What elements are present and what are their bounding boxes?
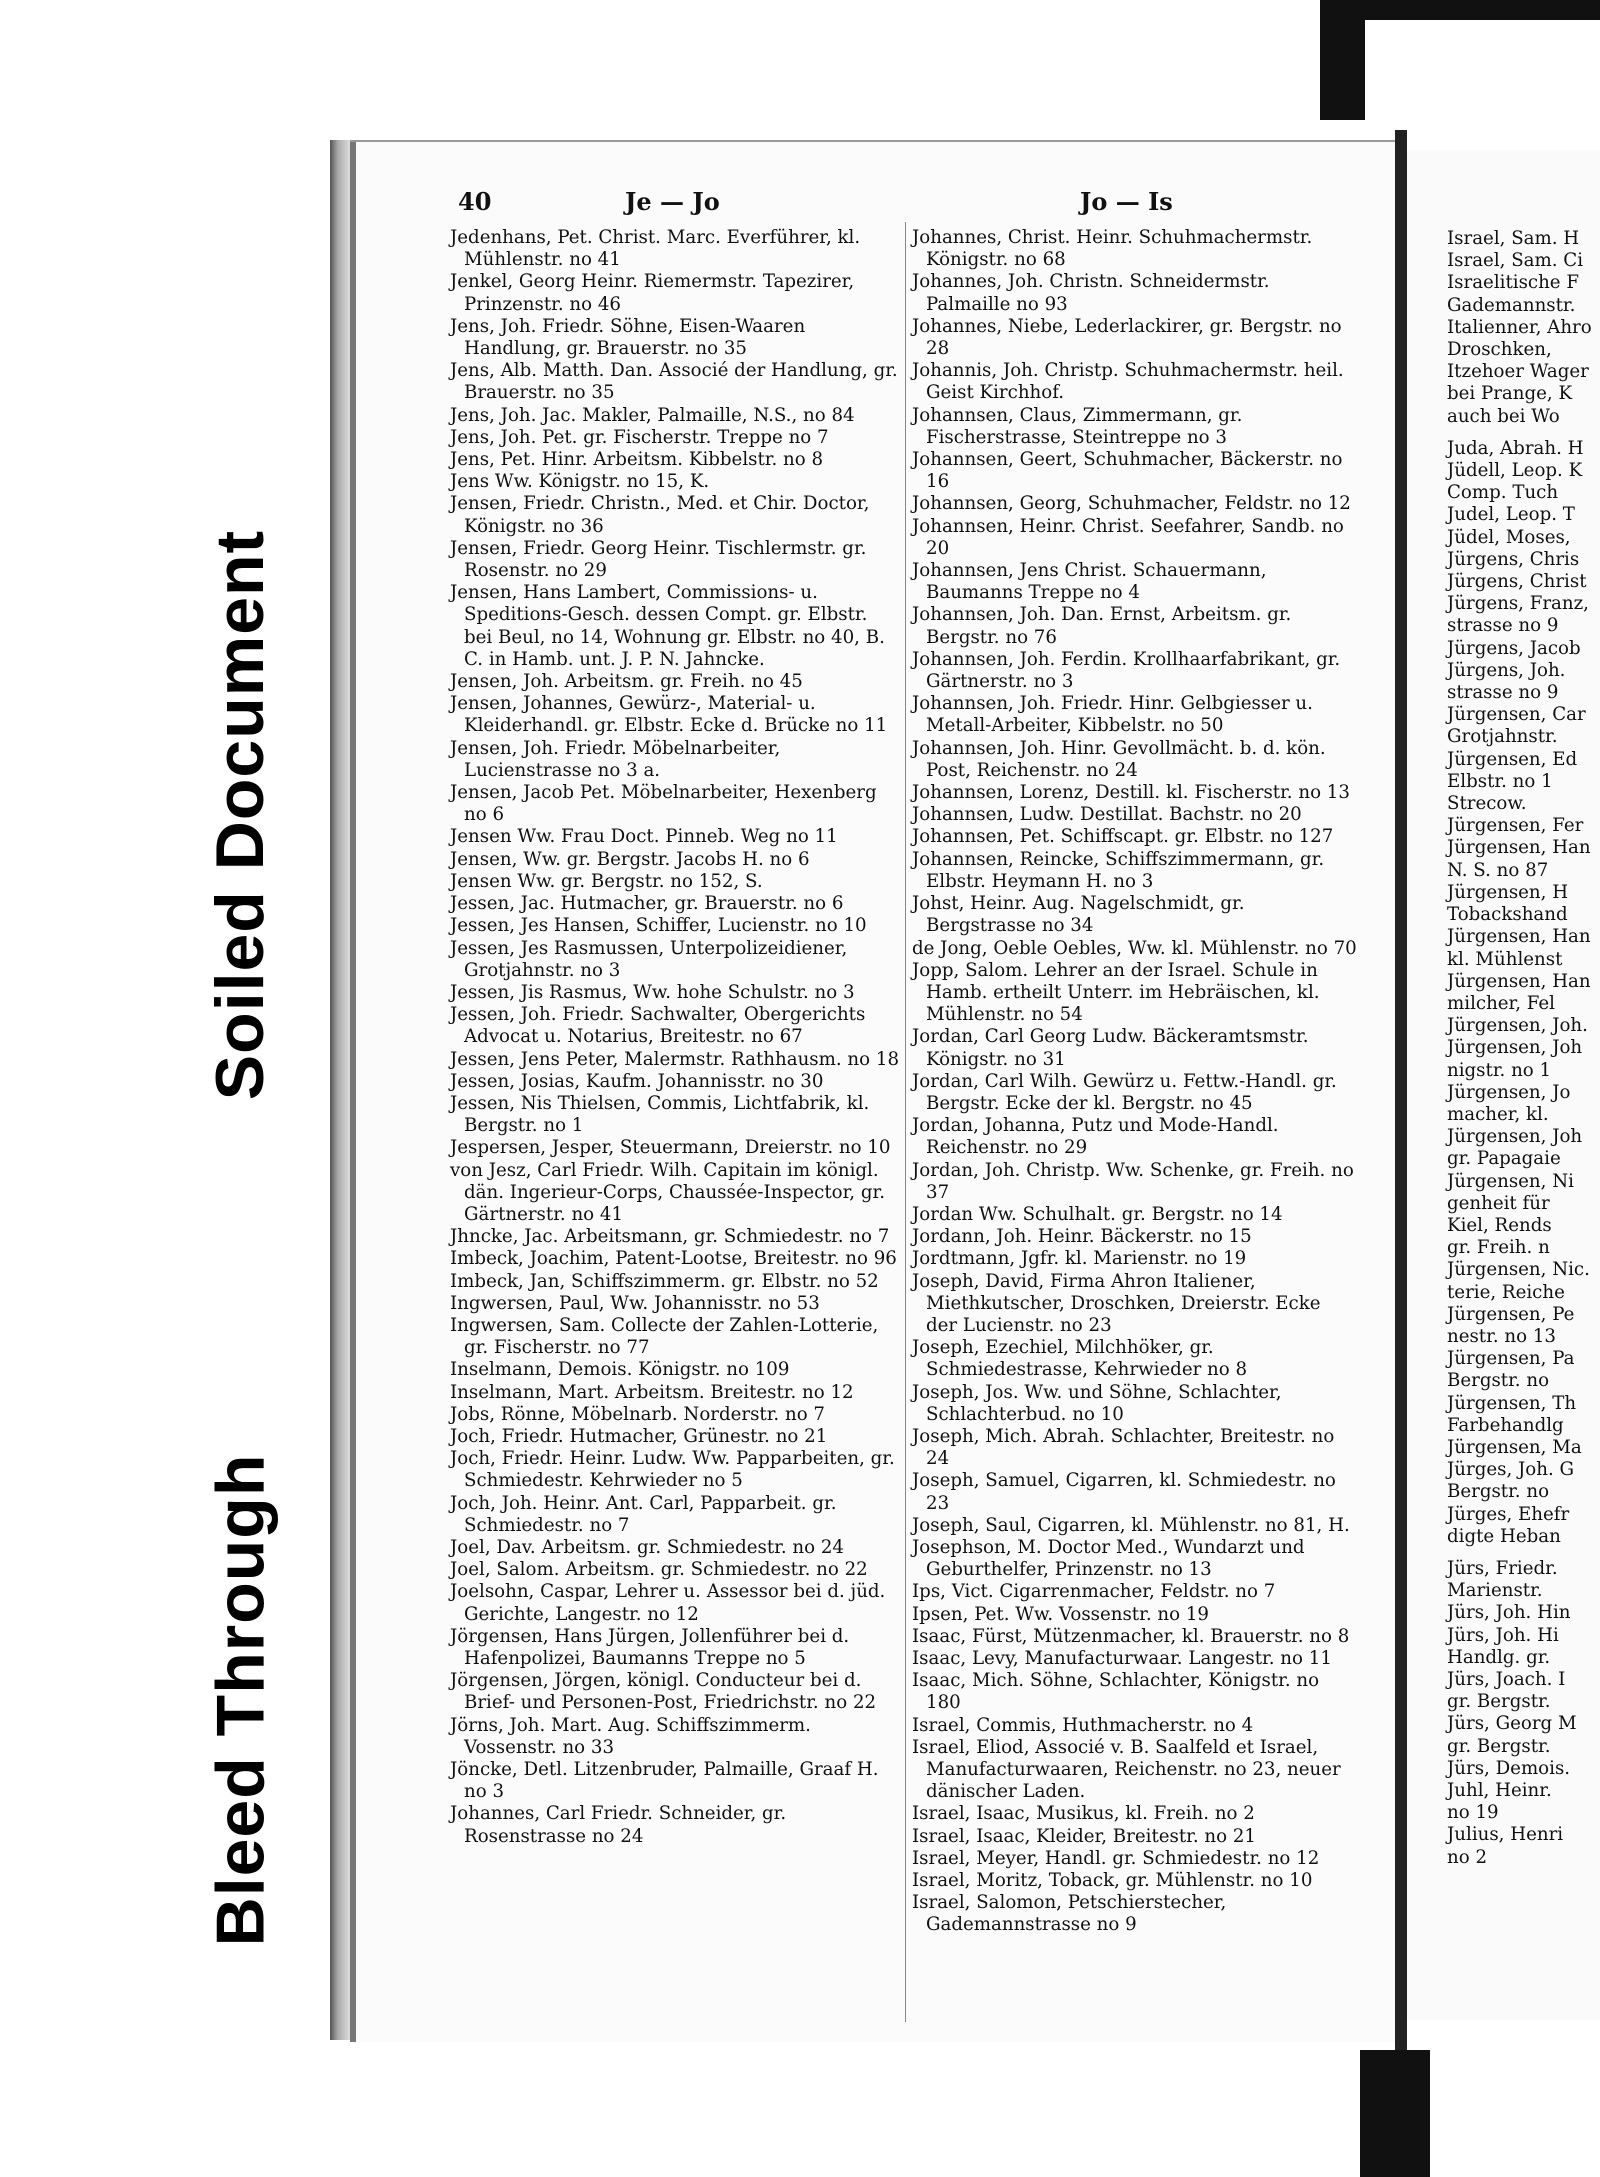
- directory-entry: Kiel, Rends: [1447, 1214, 1552, 1236]
- directory-entry: Jensen, Joh. Friedr. Möbelnarbeiter, Lucienstrasse no 3 a.: [450, 737, 781, 781]
- directory-entry: Jensen, Johannes, Gewürz-, Material- u. Kleiderhandl. gr. Elbstr. Ecke d. Brücke no 11: [450, 693, 888, 737]
- directory-entry: Bergstr. no: [1447, 1370, 1550, 1392]
- directory-entry: gr. Papagaie: [1447, 1148, 1561, 1170]
- right-running-head: Jo — Is: [1080, 187, 1173, 216]
- directory-entry: Jensen, Friedr. Christn., Med. et Chir. Doctor, Königstr. no 36: [450, 493, 870, 537]
- directory-entry: Joel, Dav. Arbeitsm. gr. Schmiedestr. no 24: [450, 1536, 844, 1558]
- page-number: 40: [458, 187, 492, 216]
- directory-entry: terie, Reiche: [1447, 1281, 1565, 1303]
- directory-entry: Johannsen, Jens Christ. Schauermann, Baumanns Treppe no 4: [912, 560, 1267, 604]
- directory-entry: Jürgens, Franz,: [1447, 593, 1589, 615]
- directory-entry: Jüdel, Moses,: [1447, 526, 1571, 548]
- left-column: [450, 227, 900, 1848]
- directory-entry: Ingwersen, Paul, Ww. Johannisstr. no 53: [450, 1292, 820, 1314]
- directory-entry: Jürgensen, Pe: [1447, 1303, 1575, 1325]
- directory-entry: Jenkel, Georg Heinr. Riemermstr. Tapezirer, Prinzenstr. no 46: [450, 271, 855, 315]
- directory-entry: Johannsen, Ludw. Destillat. Bachstr. no 20: [912, 804, 1302, 826]
- directory-entry: Johannes, Christ. Heinr. Schuhmachermstr. Königstr. no 68: [912, 227, 1313, 271]
- directory-entry: Jürgensen, Car: [1447, 704, 1586, 726]
- directory-entry: Jörgensen, Jörgen, königl. Conducteur bei d. Brief- und Personen-Post, Friedrichstr. no 22: [450, 1670, 877, 1714]
- directory-entry: Imbeck, Joachim, Patent-Lootse, Breitestr. no 96: [450, 1248, 897, 1270]
- directory-entry: Jürs, Joh. Hin: [1447, 1602, 1571, 1624]
- directory-entry: Bergstr. no: [1447, 1481, 1550, 1503]
- directory-entry: Israel, Sam. H: [1447, 228, 1580, 249]
- directory-entry: Israel, Isaac, Kleider, Breitestr. no 21: [912, 1825, 1256, 1847]
- directory-entry: N. S. no 87: [1447, 859, 1549, 881]
- directory-entry: Jörns, Joh. Mart. Aug. Schiffszimmerm. Vossenstr. no 33: [450, 1714, 811, 1758]
- directory-entry: Jürgensen, Fer: [1447, 815, 1584, 837]
- directory-entry: Jensen, Ww. gr. Bergstr. Jacobs H. no 6: [450, 848, 810, 870]
- directory-entry: strasse no 9: [1447, 682, 1559, 704]
- directory-entry: Johannsen, Joh. Friedr. Hinr. Gelbgiesser u. Metall-Arbeiter, Kibbelstr. no 50: [912, 693, 1313, 737]
- directory-entry: Johannsen, Joh. Hinr. Gevollmächt. b. d. kön. Post, Reichenstr. no 24: [912, 737, 1326, 781]
- directory-entry: Jürgensen, Th: [1447, 1392, 1577, 1414]
- directory-entry: nestr. no 13: [1447, 1325, 1556, 1347]
- directory-entry: Joch, Friedr. Hutmacher, Grünestr. no 21: [450, 1425, 828, 1447]
- book-gutter: [1395, 130, 1407, 2050]
- directory-entry: no 2: [1447, 1846, 1488, 1868]
- directory-entry: [1447, 428, 1600, 438]
- facing-page-column: [1447, 228, 1600, 1869]
- directory-entry: Jürgensen, Nic.: [1447, 1259, 1590, 1281]
- directory-entry: Jürgensen, Ed: [1447, 748, 1578, 770]
- directory-entry: Jordann, Joh. Heinr. Bäckerstr. no 15: [912, 1226, 1252, 1248]
- directory-entry: Ingwersen, Sam. Collecte der Zahlen-Lotterie, gr. Fischerstr. no 77: [450, 1314, 879, 1359]
- directory-entry: Jürgensen, Joh.: [1447, 1015, 1588, 1037]
- directory-entry: Joelsohn, Caspar, Lehrer u. Assessor bei d. jüd. Gerichte, Langestr. no 12: [450, 1581, 886, 1625]
- directory-entry: de Jong, Oeble Oebles, Ww. kl. Mühlenstr. no 70: [912, 937, 1357, 959]
- spine-edge: [1320, 0, 1365, 120]
- directory-entry: Joch, Joh. Heinr. Ant. Carl, Papparbeit. gr. Schmiedestr. no 7: [450, 1492, 837, 1536]
- directory-entry: Jürgensen, Jo: [1447, 1081, 1571, 1103]
- directory-entry: Jessen, Nis Thielsen, Commis, Lichtfabrik, kl. Bergstr. no 1: [450, 1092, 870, 1137]
- directory-entry: Jordan, Carl Wilh. Gewürz u. Fettw.-Handl. gr. Bergstr. Ecke der kl. Bergstr. no 45: [912, 1070, 1337, 1114]
- spine-edge-bottom: [1360, 2050, 1430, 2177]
- directory-entry: Strecow.: [1447, 793, 1527, 815]
- directory-entry: Ipsen, Pet. Ww. Vossenstr. no 19: [912, 1603, 1209, 1625]
- directory-entry: Jordan Ww. Schulhalt. gr. Bergstr. no 14: [912, 1203, 1283, 1225]
- directory-entry: Israel, Commis, Huthmacherstr. no 4: [912, 1714, 1254, 1736]
- directory-entry: Gademannstr.: [1447, 294, 1576, 316]
- directory-entry: Jürgensen, Ma: [1447, 1436, 1582, 1458]
- directory-entry: Jens, Joh. Pet. gr. Fischerstr. Treppe no 7: [450, 426, 829, 448]
- directory-entry: Jens, Joh. Friedr. Söhne, Eisen-Waaren Handlung, gr. Brauerstr. no 35: [450, 315, 806, 360]
- directory-entry: Jensen, Jacob Pet. Möbelnarbeiter, Hexenberg no 6: [450, 782, 877, 826]
- directory-entry: Jensen, Joh. Arbeitsm. gr. Freih. no 45: [450, 671, 803, 693]
- directory-entry: Imbeck, Jan, Schiffszimmerm. gr. Elbstr. no 52: [450, 1270, 879, 1292]
- bleed-through-label: Bleed Through: [202, 1453, 279, 1947]
- directory-entry: Jopp, Salom. Lehrer an der Israel. Schule in Hamb. ertheilt Unterr. im Hebräischen, kl. Mühlenstr. no 54: [912, 959, 1320, 1026]
- directory-entry: Jespersen, Jesper, Steuermann, Dreierstr. no 10: [450, 1137, 891, 1159]
- directory-entry: Jörgensen, Hans Jürgen, Jollenführer bei d. Hafenpolizei, Baumanns Treppe no 5: [450, 1625, 850, 1669]
- directory-entry: Jürgens, Christ: [1447, 571, 1587, 593]
- directory-entry: Marienstr.: [1447, 1580, 1543, 1602]
- directory-entry: Israel, Meyer, Handl. gr. Schmiedestr. no 12: [912, 1847, 1320, 1869]
- directory-entry: Joseph, David, Firma Ahron Italiener, Miethkutscher, Droschken, Dreierstr. Ecke der Lucienstr. no 23: [912, 1270, 1321, 1336]
- directory-entry: Joch, Friedr. Heinr. Ludw. Ww. Papparbeiten, gr. Schmiedestr. Kehrwieder no 5: [450, 1448, 895, 1492]
- directory-entry: Jürgens, Joh.: [1447, 659, 1566, 681]
- directory-entry: Joseph, Ezechiel, Milchhöker, gr. Schmiedestrasse, Kehrwieder no 8: [912, 1337, 1248, 1381]
- directory-entry: digte Heban: [1447, 1525, 1561, 1547]
- directory-page: [350, 140, 1398, 2042]
- directory-entry: Jürgensen, Pa: [1447, 1348, 1575, 1370]
- directory-entry: Julius, Henri: [1447, 1824, 1564, 1846]
- directory-entry: Itzehoer Wager: [1447, 361, 1589, 383]
- directory-entry: [1447, 1548, 1600, 1558]
- directory-entry: Johannis, Joh. Christp. Schuhmachermstr. heil. Geist Kirchhof.: [912, 360, 1344, 404]
- directory-entry: Jordan, Joh. Christp. Ww. Schenke, gr. Freih. no 37: [912, 1159, 1354, 1203]
- directory-entry: Jürgens, Chris: [1447, 548, 1580, 570]
- directory-entry: Grotjahnstr.: [1447, 726, 1558, 748]
- directory-entry: Jensen, Hans Lambert, Commissions- u. Speditions-Gesch. dessen Compt. gr. Elbstr. bei Beul, no 14, Wohnung gr. Elbstr. no 40, B. C. in Hamb. unt. J. P. N. Jahncke.: [450, 582, 885, 670]
- directory-entry: Jedenhans, Pet. Christ. Marc. Everführer, kl. Mühlenstr. no 41: [450, 227, 861, 271]
- directory-entry: Jürgensen, Joh: [1447, 1037, 1583, 1059]
- page-edge: [350, 142, 356, 2042]
- directory-entry: Jürs, Demois.: [1447, 1757, 1571, 1779]
- directory-entry: von Jesz, Carl Friedr. Wilh. Capitain im königl. dän. Ingerieur-Corps, Chaussée-Inspector, gr. Gärtnerstr. no 41: [450, 1159, 885, 1225]
- directory-entry: Johst, Heinr. Aug. Nagelschmidt, gr. Bergstrasse no 34: [912, 893, 1245, 937]
- directory-entry: milcher, Fel: [1447, 992, 1556, 1014]
- left-running-head: Je — Jo: [625, 187, 720, 216]
- directory-entry: Johannsen, Claus, Zimmermann, gr. Fischerstrasse, Steintreppe no 3: [912, 404, 1243, 448]
- directory-entry: Joseph, Samuel, Cigarren, kl. Schmiedestr. no 23: [912, 1470, 1336, 1514]
- directory-entry: Johannsen, Georg, Schuhmacher, Feldstr. no 12: [912, 493, 1351, 515]
- directory-entry: Jessen, Joh. Friedr. Sachwalter, Obergerichts Advocat u. Notarius, Breitestr. no 67: [450, 1004, 866, 1048]
- directory-entry: Johannsen, Lorenz, Destill. kl. Fischerstr. no 13: [912, 782, 1350, 804]
- directory-entry: Jürgensen, Han: [1447, 926, 1591, 948]
- directory-entry: Farbehandlg: [1447, 1414, 1564, 1436]
- directory-entry: Israel, Salomon, Petschierstecher, Gademannstrasse no 9: [912, 1892, 1227, 1936]
- directory-entry: Jensen Ww. gr. Bergstr. no 152, S.: [450, 870, 763, 892]
- directory-entry: gr. Bergstr.: [1447, 1691, 1551, 1713]
- facing-page: [1407, 150, 1600, 2020]
- directory-entry: Jhncke, Jac. Arbeitsmann, gr. Schmiedestr. no 7: [450, 1226, 890, 1248]
- directory-entry: Johannsen, Geert, Schuhmacher, Bäckerstr. no 16: [912, 449, 1343, 493]
- directory-entry: Johannsen, Pet. Schiffscapt. gr. Elbstr. no 127: [912, 826, 1334, 848]
- directory-entry: Joseph, Mich. Abrah. Schlachter, Breitestr. no 24: [912, 1425, 1335, 1470]
- directory-entry: Johannsen, Joh. Dan. Ernst, Arbeitsm. gr. Bergstr. no 76: [912, 604, 1292, 648]
- directory-entry: Johannes, Joh. Christn. Schneidermstr. Palmaille no 93: [912, 271, 1270, 315]
- directory-entry: nigstr. no 1: [1447, 1059, 1552, 1081]
- directory-entry: Jessen, Jis Rasmus, Ww. hohe Schulstr. no 3: [450, 981, 855, 1003]
- directory-entry: Jensen, Friedr. Georg Heinr. Tischlermstr. gr. Rosenstr. no 29: [450, 537, 867, 582]
- directory-entry: Droschken,: [1447, 339, 1552, 361]
- directory-entry: strasse no 9: [1447, 615, 1559, 637]
- directory-entry: Jöncke, Detl. Litzenbruder, Palmaille, Graaf H. no 3: [450, 1759, 879, 1803]
- directory-entry: Jürgensen, H: [1447, 881, 1569, 903]
- directory-entry: Jürges, Joh. G: [1447, 1459, 1575, 1481]
- directory-entry: Jordan, Johanna, Putz und Mode-Handl. Reichenstr. no 29: [912, 1115, 1279, 1159]
- spine-edge-top: [1365, 0, 1600, 20]
- directory-entry: Elbstr. no 1: [1447, 770, 1553, 792]
- directory-entry: Jürs, Georg M: [1447, 1713, 1577, 1735]
- directory-entry: Jürs, Friedr.: [1447, 1557, 1558, 1579]
- column-divider: [905, 222, 906, 2022]
- page-stack-edge: [330, 140, 350, 2040]
- directory-entry: Ips, Vict. Cigarrenmacher, Feldstr. no 7: [912, 1581, 1276, 1603]
- directory-entry: Jürgensen, Ni: [1447, 1170, 1574, 1192]
- directory-entry: Jessen, Jens Peter, Malermstr. Rathhausm. no 18: [450, 1048, 900, 1070]
- directory-entry: Jens Ww. Königstr. no 15, K.: [450, 471, 710, 493]
- directory-entry: Jessen, Jes Hansen, Schiffer, Lucienstr. no 10: [450, 915, 867, 937]
- directory-entry: Jessen, Josias, Kaufm. Johannisstr. no 30: [450, 1070, 824, 1092]
- right-column: [912, 227, 1357, 1937]
- directory-entry: Juhl, Heinr.: [1447, 1780, 1552, 1802]
- directory-entry: kl. Mühlenst: [1447, 948, 1563, 970]
- directory-entry: Israel, Moritz, Toback, gr. Mühlenstr. no 10: [912, 1870, 1313, 1892]
- directory-entry: Jürgens, Jacob: [1447, 637, 1581, 659]
- directory-entry: Jürs, Joach. I: [1447, 1669, 1566, 1690]
- directory-entry: Johannsen, Joh. Ferdin. Krollhaarfabrikant, gr. Gärtnerstr. no 3: [912, 648, 1341, 693]
- directory-entry: Johannes, Carl Friedr. Schneider, gr. Rosenstrasse no 24: [450, 1803, 787, 1847]
- directory-entry: Jessen, Jes Rasmussen, Unterpolizeidiener, Grotjahnstr. no 3: [450, 937, 848, 981]
- directory-entry: Joel, Salom. Arbeitsm. gr. Schmiedestr. no 22: [450, 1559, 868, 1581]
- directory-entry: Israel, Isaac, Musikus, kl. Freih. no 2: [912, 1803, 1255, 1825]
- directory-entry: Jens, Alb. Matth. Dan. Associé der Handlung, gr. Brauerstr. no 35: [450, 360, 898, 404]
- directory-entry: Jessen, Jac. Hutmacher, gr. Brauerstr. no 6: [450, 893, 844, 915]
- directory-entry: Jordan, Carl Georg Ludw. Bäckeramtsmstr. Königstr. no 31: [912, 1026, 1309, 1070]
- directory-entry: auch bei Wo: [1447, 405, 1560, 427]
- directory-entry: Jens, Joh. Jac. Makler, Palmaille, N.S., no 84: [450, 404, 855, 426]
- directory-entry: Johannsen, Reincke, Schiffszimmermann, gr. Elbstr. Heymann H. no 3: [912, 848, 1325, 892]
- directory-entry: Jüdell, Leop. K: [1447, 460, 1583, 482]
- soiled-document-label: Soiled Document: [202, 529, 279, 1101]
- directory-entry: Jens, Pet. Hinr. Arbeitsm. Kibbelstr. no 8: [450, 449, 824, 471]
- directory-entry: bei Prange, K: [1447, 383, 1573, 405]
- directory-entry: gr. Bergstr.: [1447, 1735, 1551, 1757]
- directory-entry: Johannes, Niebe, Lederlackirer, gr. Bergstr. no 28: [912, 315, 1342, 360]
- directory-entry: Jürgensen, Han: [1447, 970, 1591, 992]
- directory-entry: Isaac, Mich. Söhne, Schlachter, Königstr. no 180: [912, 1670, 1320, 1714]
- directory-entry: Jobs, Rönne, Möbelnarb. Norderstr. no 7: [450, 1403, 826, 1425]
- directory-entry: Josephson, M. Doctor Med., Wundarzt und Geburthelfer, Prinzenstr. no 13: [912, 1536, 1305, 1581]
- directory-entry: Israel, Sam. Ci: [1447, 250, 1584, 272]
- directory-entry: Jürs, Joh. Hi: [1447, 1624, 1559, 1646]
- directory-entry: Judel, Leop. T: [1447, 504, 1575, 526]
- directory-entry: Joseph, Jos. Ww. und Söhne, Schlachter, Schlachterbud. no 10: [912, 1381, 1282, 1425]
- directory-entry: Inselmann, Demois. Königstr. no 109: [450, 1359, 790, 1381]
- directory-entry: Israel, Eliod, Associé v. B. Saalfeld et Israel, Manufacturwaaren, Reichenstr. no 23, neuer dänischer Laden.: [912, 1736, 1341, 1803]
- directory-entry: Tobackshand: [1447, 904, 1568, 926]
- directory-entry: Israelitische F: [1447, 272, 1579, 294]
- directory-entry: genheit für: [1447, 1192, 1550, 1214]
- directory-entry: Joseph, Saul, Cigarren, kl. Mühlenstr. no 81, H.: [912, 1514, 1350, 1536]
- directory-entry: Jürgensen, Han: [1447, 837, 1591, 859]
- directory-entry: Inselmann, Mart. Arbeitsm. Breitestr. no 12: [450, 1381, 854, 1403]
- directory-entry: Isaac, Fürst, Mützenmacher, kl. Brauerstr. no 8: [912, 1625, 1350, 1647]
- directory-entry: Handlg. gr.: [1447, 1646, 1551, 1668]
- directory-entry: macher, kl.: [1447, 1103, 1549, 1125]
- directory-entry: gr. Freih. n: [1447, 1237, 1550, 1259]
- directory-entry: Johannsen, Heinr. Christ. Seefahrer, Sandb. no 20: [912, 515, 1344, 559]
- directory-entry: Juda, Abrah. H: [1447, 437, 1584, 459]
- directory-entry: Italienner, Ahro: [1447, 316, 1592, 338]
- directory-entry: Comp. Tuch: [1447, 482, 1559, 504]
- directory-entry: Jordtmann, Jgfr. kl. Marienstr. no 19: [912, 1248, 1247, 1270]
- directory-entry: Jürgensen, Joh: [1447, 1126, 1583, 1148]
- directory-entry: Jürges, Ehefr: [1447, 1503, 1570, 1525]
- directory-entry: Jensen Ww. Frau Doct. Pinneb. Weg no 11: [450, 826, 838, 848]
- directory-entry: no 19: [1447, 1802, 1499, 1824]
- directory-entry: Isaac, Levy, Manufacturwaar. Langestr. no 11: [912, 1648, 1332, 1669]
